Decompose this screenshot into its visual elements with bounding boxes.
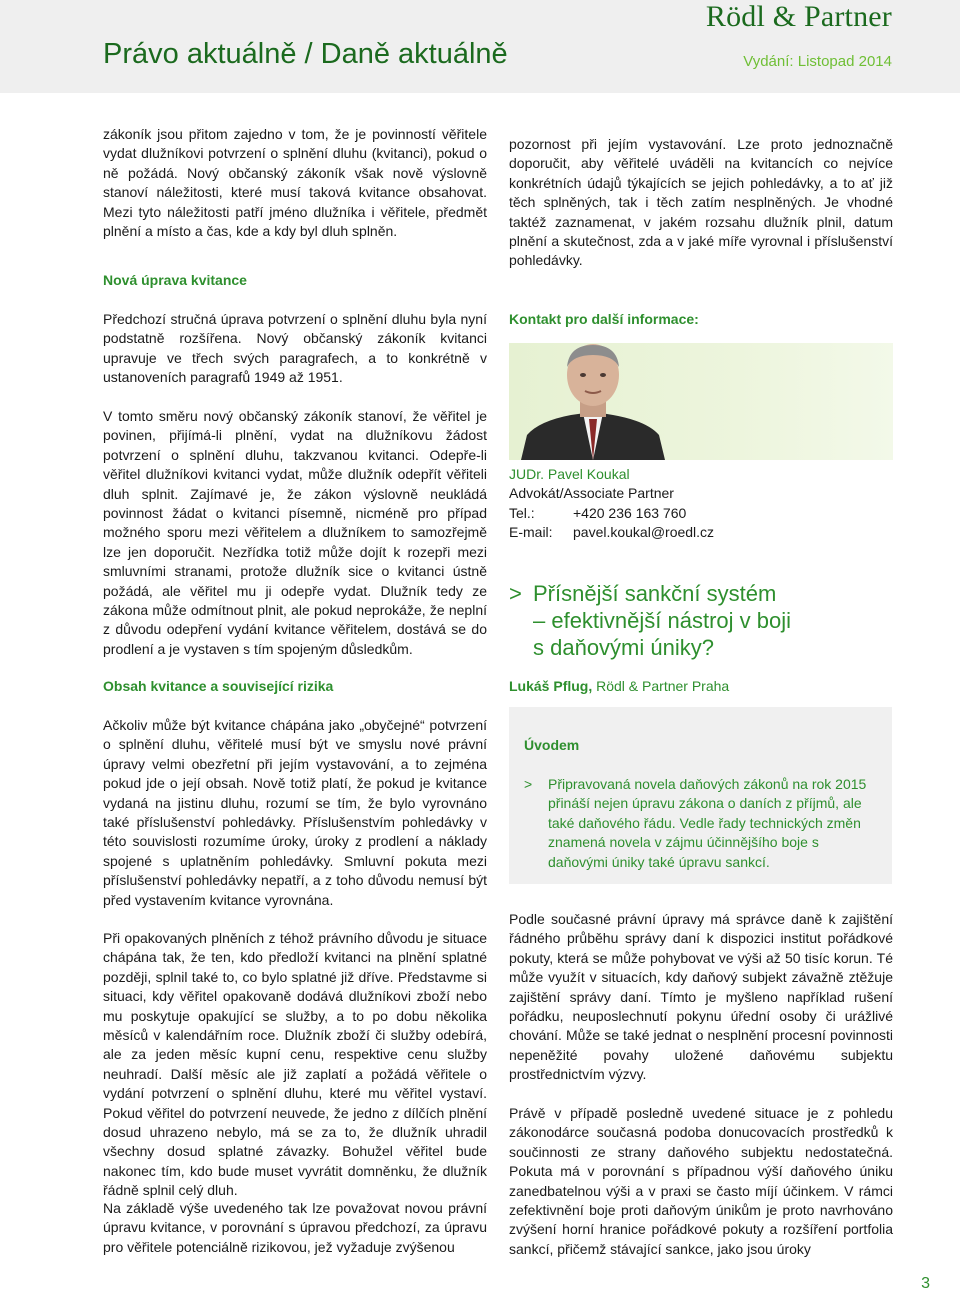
page-header: [0, 0, 960, 93]
publication-title: Právo aktuálně / Daně aktuálně: [103, 38, 508, 70]
contact-role: Advokát/Associate Partner: [509, 485, 674, 502]
contact-heading: Kontakt pro další informace:: [509, 311, 699, 327]
author-firm: Rödl & Partner Praha: [592, 678, 730, 694]
left-heading-2: Obsah kvitance a související rizika: [103, 678, 334, 694]
contact-block: [509, 465, 893, 543]
headline-line-2: – efektivnější nástroj v boji: [533, 608, 792, 633]
intro-text: Připravovaná novela daňových zákonů na rok 2015 přináší nejen úpravu zákona o daních z příjmů, ale také daňového řádu. Vedle řady technických změn znamená novela v zájmu účinnějšího boje s daňovými úniky také úpravu sankcí.: [548, 776, 867, 870]
person-portrait-icon: [509, 343, 893, 460]
intro-box: [509, 707, 892, 884]
intro-heading: Úvodem: [524, 737, 580, 753]
headline-line-1: Přísnější sankční systém: [533, 581, 777, 606]
contact-name: JUDr. Pavel Koukal: [509, 466, 630, 482]
headline-marker: >: [509, 581, 522, 606]
right-paragraph-3: Právě v případě posledně uvedené situace je z pohledu zákonodárce současná podoba donucovacích prostředků k součinnosti ze strany daňového subjektu nedostatečná. Pokuta má v porovnání s případnou výší daňového úniku zanedbatelnou výši a v praxi se často míjí účinkem. V rámci zefektivnění boje proti daňovým únikům je proto navrhováno zvýšení horní hranice pořádkové pokuty a rozšíření portfolia sankcí, přičemž stávající sankce, jako jsou úroky: [509, 1105, 893, 1257]
author-name: Lukáš Pflug,: [509, 678, 593, 694]
contact-photo: [509, 343, 893, 460]
left-heading-1: Nová úprava kvitance: [103, 272, 247, 288]
left-paragraph-5: Při opakovaných plněních z téhož právního důvodu je situace chápána tak, že ten, kdo předloží kvitanci na plnění splatné později, splnil také to, co bylo splatné již dříve. Představme si situaci, kdy věřitel opakovaně dodává dlužníkovi zboží nebo mu poskytuje opakující se služby, a to po dobu několika měsíců v kalendářním roce. Dlužník zboží či služby odebírá, ale za jeden měsíc kupní cenu, respektive cenu služby neuhradí. Další měsíc ale již zaplatí a požádá věřitele o vydání potvrzení o splnění dluhu, které mu věřitel vystaví. Pokud věřitel do potvrzení neuvede, že jedno z dílčích plnění dosud uhrazeno nebylo, má se za to, že dlužník uhradil všechny dosud splatné závazky. Bohužel věřitel bude nakonec tím, kdo bude muset vyvrátit domněnku, že dlužník řádně splnil celý dluh.: [103, 930, 487, 1199]
edition-label: Vydání: Listopad 2014: [743, 53, 892, 70]
left-paragraph-1: zákoník jsou přitom zajedno v tom, že je povinností věřitele vydat dlužníkovi potvrzení o splnění dluhu (kvitanci), pokud o ně požádá. Nový občanský zákoník však nově výslovně stanoví náležitosti, které musí taková kvitance obsahovat. Mezi tyto náležitosti patří jméno dlužníka i věřitele, předmět plnění a místo a čas, kde a kdy byl dluh splněn.: [103, 126, 487, 240]
contact-email-row: [509, 523, 893, 542]
intro-marker: >: [524, 776, 533, 792]
article-headline: [509, 580, 909, 661]
page-number: 3: [921, 1275, 930, 1292]
phone-label: Tel.:: [509, 504, 535, 521]
contact-phone-row: [509, 504, 893, 523]
left-paragraph-2: Předchozí stručná úprava potvrzení o splnění dluhu byla nyní podstatně rozšířena. Nový občanský zákoník kvitanci upravuje ve třech svých paragrafech, a to konkrétně v ustanoveních paragrafů 1949 až 1951.: [103, 311, 487, 386]
phone-value[interactable]: +420 236 163 760: [573, 504, 687, 521]
right-paragraph-2: Podle současné právní úpravy má správce daně k zajištění řádného průběhu správy daní k dispozici institut pořádkové pokuty, která se může pohybovat ve výši až 50 tisíc korun. Té může využít v situacích, kdy daňový subjekt závažně ztěžuje zajištění správy daní. Tímto je myšleno například rušení pořádku, neuposlechnutí pokynu úřední osoby či urážlivé chování. Může se také jednat o nesplnění procesní povinnosti nepeněžité povahy uložené daňovému subjektu prostřednictvím výzvy.: [509, 911, 893, 1083]
left-paragraph-3: V tomto směru nový občanský zákoník stanoví, že věřitel je povinen, přijímá-li plnění, vydat na dlužníkovu žádost potvrzení o splnění dluhu, takzvanou kvitanci. Odepře-li věřitel dlužníkovi kvitanci vydat, může dlužník odepřít věřiteli dluh splnit. Zajímavé je, že zákon výslovně neukládá povinnost žádat o kvitanci písemně, nicméně pro případ možného sporu mezi věřitelem a dlužníkem to samozřejmě lze jen doporučit. Nezřídka totiž může dojít k rozepři mezi smluvními stranami, protože dlužník sice o kvitanci ústně požádá, ale věřitel mu ji odepře vydat. Dlužník tedy ze zákona může odmítnout plnit, ale pokud neprokáže, že neplní z důvodu odepření vydání kvitance věřitelem, dostává se do prodlení a je vystaven s tím spojeným důsledkům.: [103, 408, 487, 657]
email-label: E-mail:: [509, 524, 553, 541]
intro-list-item: [524, 775, 879, 872]
article-author: [509, 678, 729, 694]
left-paragraph-6: Na základě výše uvedeného tak lze považovat novou právní úpravu kvitance, v porovnání s úpravou předchozí, za úpravu pro věřitele potenciálně rizikovou, jež vyžaduje zvýšenou: [103, 1200, 487, 1255]
email-link[interactable]: pavel.koukal@roedl.cz: [573, 524, 715, 541]
headline-line-3: s daňovými úniky?: [533, 635, 714, 660]
right-paragraph-1: pozornost při jejím vystavování. Lze proto jednoznačně doporučit, aby věřitelé uváděli na kvitancích co nejvíce konkrétních údajů týkajících se jejich pohledávky, a to ať již těch splněných, tak i těch zatím nesplněných. Je vhodné taktéž zaznamenat, v jakém rozsahu dlužník plnil, datum plnění a skutečnost, zda a v jaké míře vyrovnal i příslušenství pohledávky.: [509, 136, 893, 269]
brand-logo: Rödl & Partner: [705, 0, 892, 33]
left-paragraph-4: Ačkoliv může být kvitance chápána jako „obyčejné“ potvrzení o splnění dluhu, věřitelé musí být ve smyslu nové právní úpravy velmi obezřetní při jejím vystavování, a to zejména pokud jde o její obsah. Nově totiž platí, že pokud je kvitance vydaná na jistinu dluhu, rozumí se tím, že bylo vyrovnáno také příslušenství pohledávky. Příslušenstvím pohledávky v této souvislosti rozumíme úroky, úroky z prodlení a náklady spojené s uplatněním pohledávky. Smluvní pokuta mezi příslušenství pohledávky nepatří, a z toho důvodu nemusí být před vystavením kvitance vyrovnána.: [103, 717, 487, 908]
